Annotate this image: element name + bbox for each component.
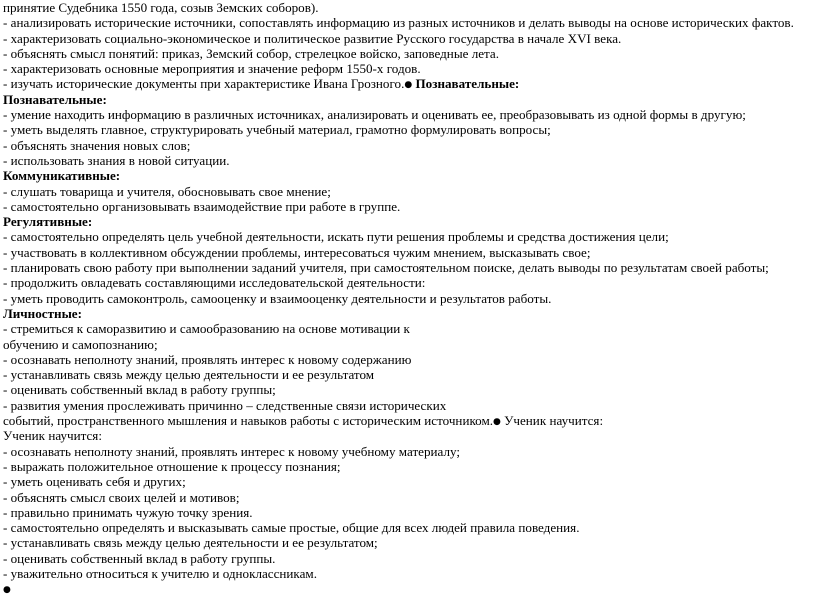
text-line	[3, 275, 816, 290]
text-line	[3, 444, 816, 459]
line-text: событий, пространственного мышления и навыков работы с историческим источником.	[3, 413, 493, 429]
line-text: - стремиться к саморазвитию и самообразованию на основе мотивации к	[3, 321, 410, 337]
text-line	[3, 352, 816, 367]
text-line	[3, 15, 816, 30]
text-line	[3, 321, 816, 336]
text-line	[3, 199, 816, 214]
line-text: - анализировать исторические источники, сопоставлять информацию из разных источников и делать выводы на основе исторических фактов.	[3, 15, 794, 31]
line-text: - оценивать собственный вклад в работу группы;	[3, 382, 276, 398]
text-line	[3, 520, 816, 535]
text-line	[3, 337, 816, 352]
line-text: - устанавливать связь между целью деятельности и ее результатом	[3, 367, 375, 383]
line-text: - самостоятельно определять цель учебной деятельности, искать пути решения проблемы и средства достижения цели;	[3, 229, 669, 245]
line-text: - продолжить овладевать составляющими исследовательской деятельности:	[3, 275, 426, 291]
line-text: - уметь выделять главное, структурировать учебный материал, грамотно формулировать вопросы;	[3, 122, 551, 138]
line-text: - объяснять смысл своих целей и мотивов;	[3, 489, 240, 505]
bullet-icon: ●	[404, 80, 413, 91]
line-text: принятие Судебника 1550 года, созыв Земских соборов).	[3, 0, 319, 15]
text-line	[3, 76, 816, 91]
section-heading	[3, 92, 816, 107]
text-line	[3, 551, 816, 566]
text-line	[3, 367, 816, 382]
line-tail-text: Ученик научится:	[500, 413, 604, 429]
text-line	[3, 46, 816, 61]
line-text: - самостоятельно организовывать взаимодействие при работе в группе.	[3, 198, 401, 214]
line-text: Личностные:	[3, 305, 82, 321]
text-line	[3, 581, 816, 596]
line-text: - характеризовать основные мероприятия и значение реформ 1550-х годов.	[3, 61, 421, 77]
text-line	[3, 535, 816, 550]
text-line	[3, 398, 816, 413]
line-text: - участвовать в коллективном обсуждении проблемы, интересоваться чужим мнением, высказывать свое;	[3, 244, 591, 260]
line-text: - уметь оценивать себя и других;	[3, 474, 186, 490]
line-text: - развития умения прослеживать причинно – следственные связи исторических	[3, 397, 447, 413]
line-text: - самостоятельно определять и высказывать самые простые, общие для всех людей правила поведения.	[3, 520, 580, 536]
line-text: - характеризовать социально-экономическое и политическое развитие Русского государства в начале XVI века.	[3, 30, 622, 46]
line-text: - уважительно относиться к учителю и одноклассникам.	[3, 565, 317, 581]
text-line	[3, 61, 816, 76]
line-text: - использовать знания в новой ситуации.	[3, 152, 230, 168]
text-line	[3, 260, 816, 275]
line-tail-text: Познавательные:	[412, 76, 520, 92]
text-line	[3, 505, 816, 520]
bullet-icon: ●	[3, 585, 11, 596]
text-line	[3, 31, 816, 46]
line-text: Ученик научится:	[3, 428, 102, 444]
line-text: - умение находить информацию в различных источниках, анализировать и оценивать ее, преобразовывать из одной формы в другую;	[3, 107, 746, 123]
line-text: Познавательные:	[3, 91, 107, 107]
line-text: Регулятивные:	[3, 214, 93, 230]
text-line	[3, 184, 816, 199]
text-line	[3, 0, 816, 15]
text-line	[3, 138, 816, 153]
text-line	[3, 122, 816, 137]
text-line	[3, 245, 816, 260]
text-line	[3, 382, 816, 397]
line-text: - объяснять значения новых слов;	[3, 137, 191, 153]
line-text: - оценивать собственный вклад в работу группы.	[3, 550, 276, 566]
section-heading	[3, 168, 816, 183]
section-heading	[3, 306, 816, 321]
line-text: - слушать товарища и учителя, обосновывать свое мнение;	[3, 183, 331, 199]
section-heading	[3, 214, 816, 229]
text-line	[3, 490, 816, 505]
text-line	[3, 229, 816, 244]
line-text: - объяснять смысл понятий: приказ, Земский собор, стрелецкое войско, заповедные лета.	[3, 45, 500, 61]
line-text: Коммуникативные:	[3, 168, 121, 184]
line-text: - выражать положительное отношение к процессу познания;	[3, 458, 341, 474]
line-text: - устанавливать связь между целью деятельности и ее результатом;	[3, 535, 378, 551]
line-text: - изучать исторические документы при характеристике Ивана Грозного.	[3, 76, 405, 92]
line-text: - осознавать неполноту знаний, проявлять интерес к новому учебному материалу;	[3, 443, 461, 459]
bullet-icon: ●	[493, 417, 501, 428]
line-text: - осознавать неполноту знаний, проявлять интерес к новому содержанию	[3, 351, 412, 367]
text-line	[3, 459, 816, 474]
text-line	[3, 291, 816, 306]
line-text: - правильно принимать чужую точку зрения.	[3, 504, 253, 520]
text-line	[3, 566, 816, 581]
text-line	[3, 474, 816, 489]
line-text: - планировать свою работу при выполнении заданий учителя, при самостоятельном поиске, делать выводы по результатам своей работы;	[3, 260, 769, 276]
text-line	[3, 153, 816, 168]
text-line	[3, 428, 816, 443]
text-line	[3, 413, 816, 428]
line-text: - уметь проводить самоконтроль, самооценку и взаимооценку деятельности и результатов работы.	[3, 290, 552, 306]
line-text: обучению и самопознанию;	[3, 336, 158, 352]
text-line	[3, 107, 816, 122]
